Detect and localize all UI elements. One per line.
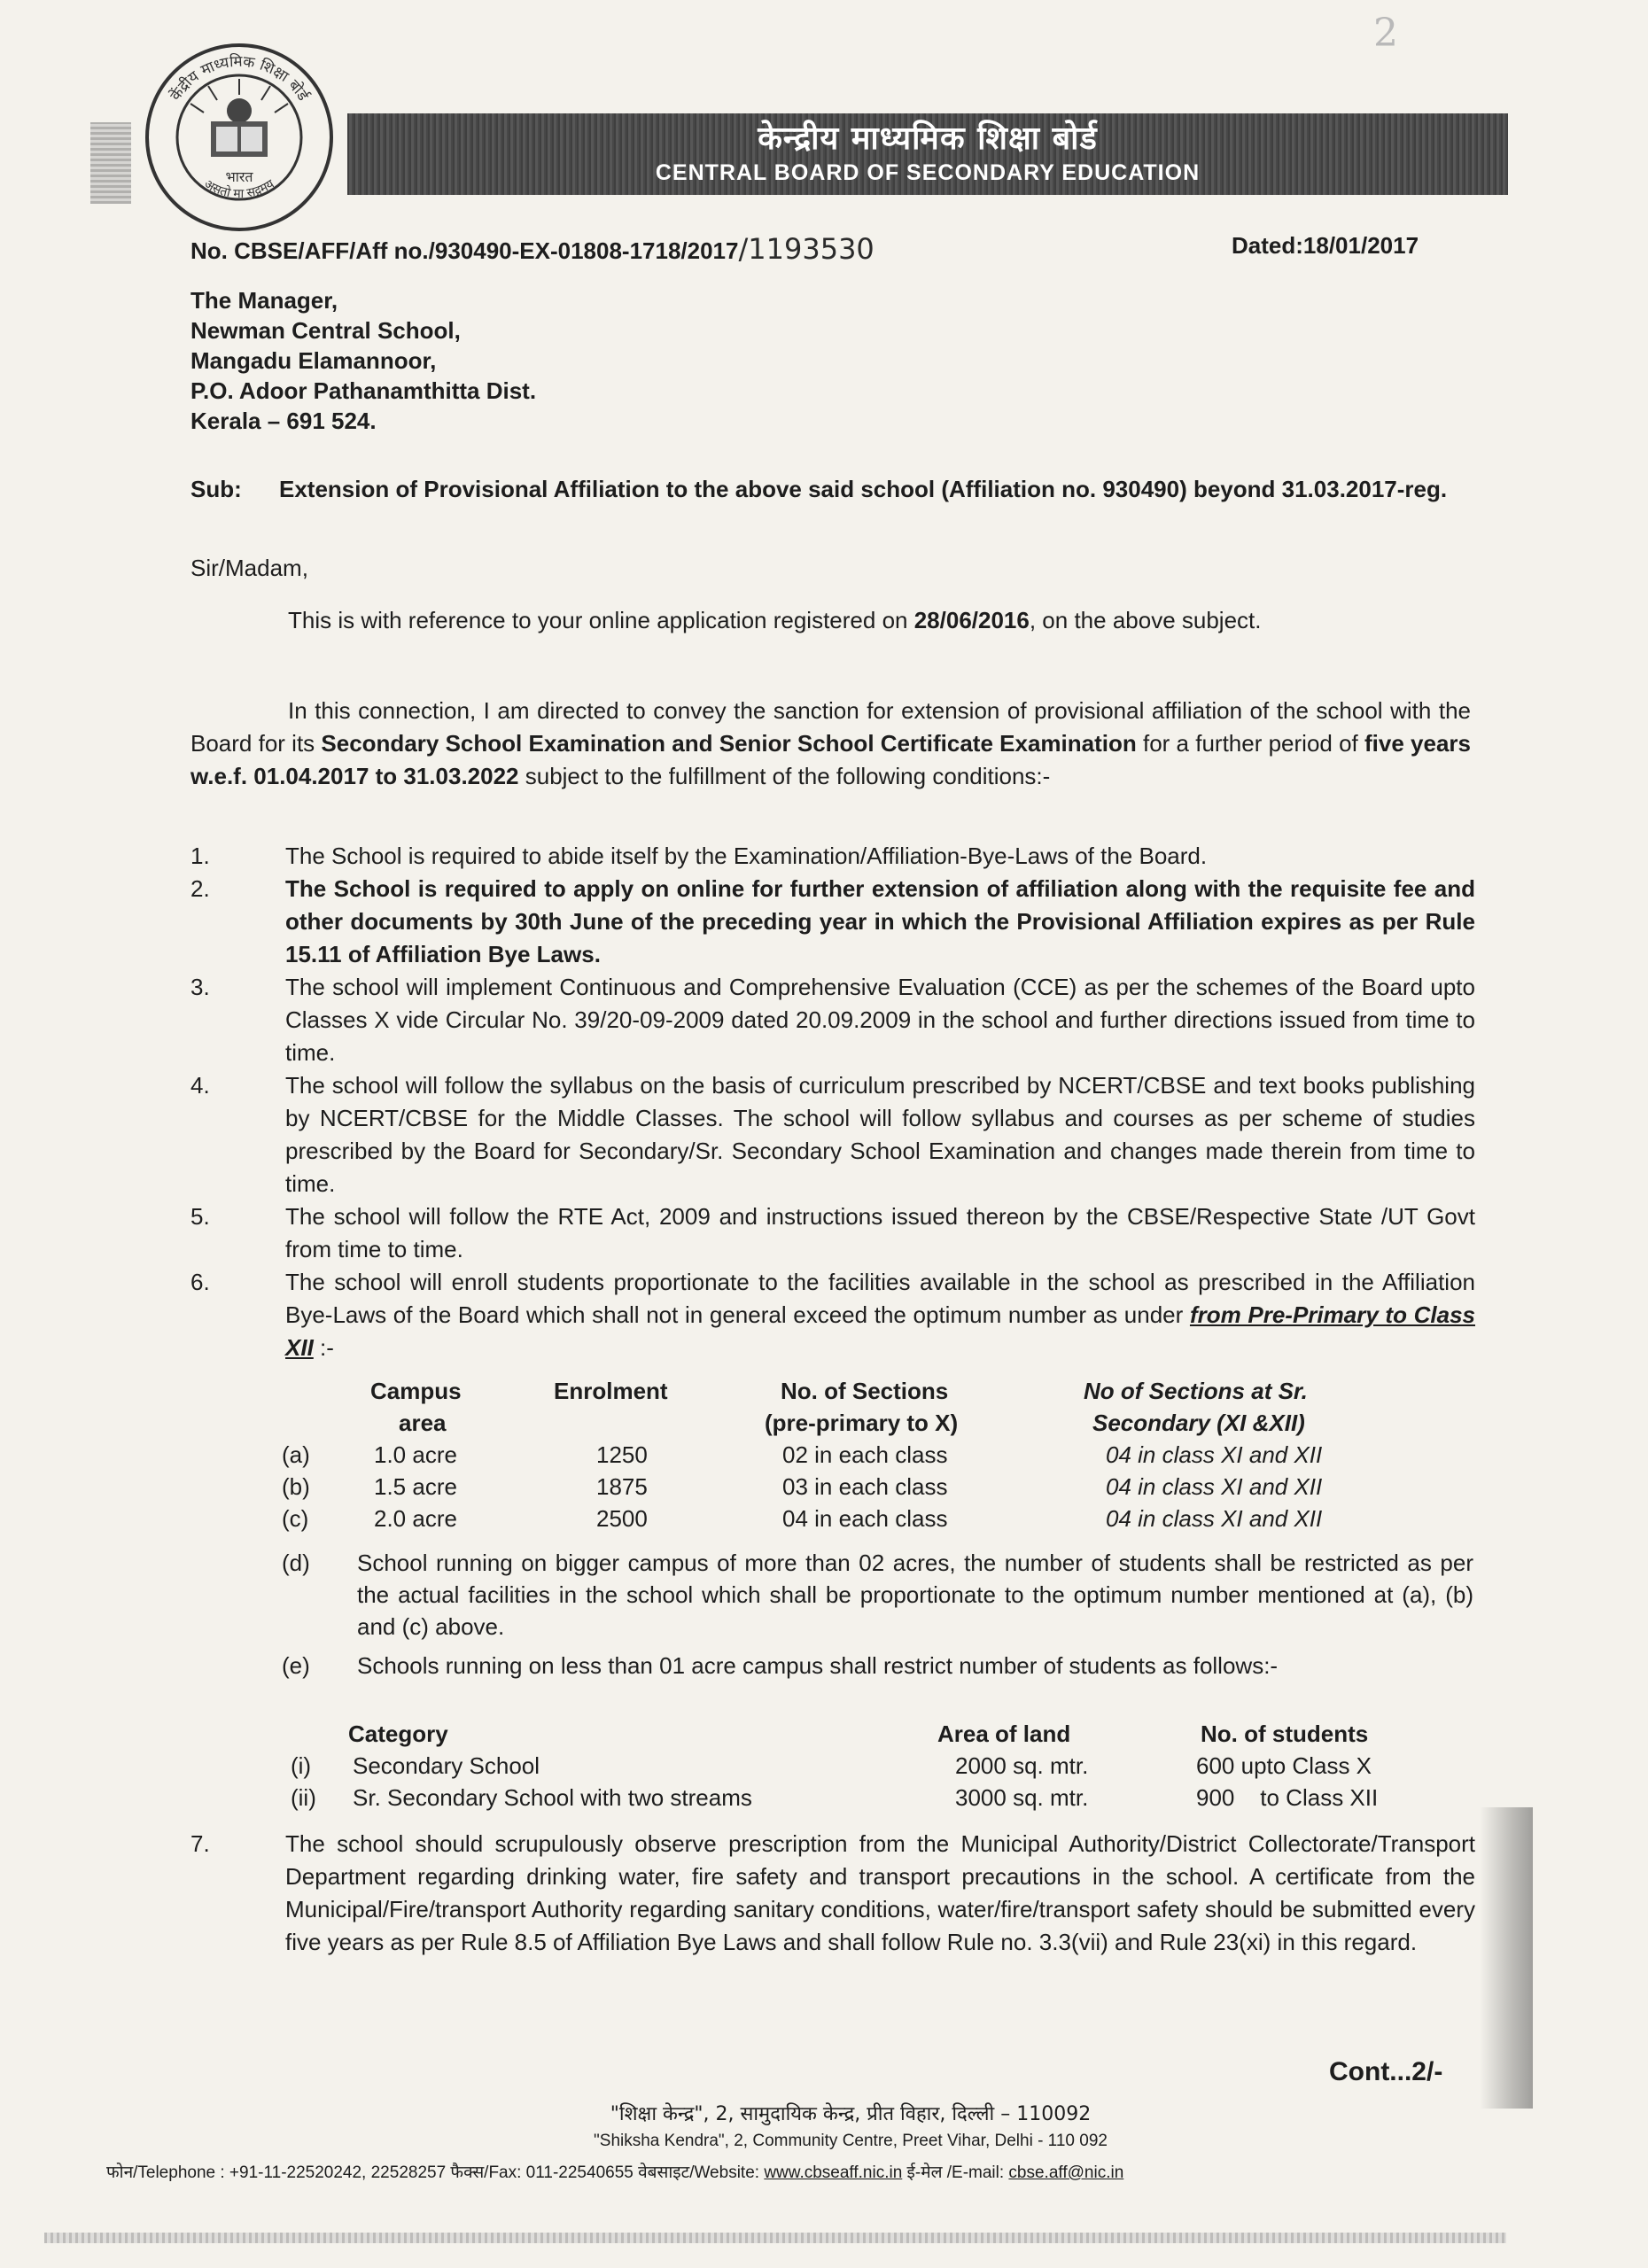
row-area: 3000 sq. mtr. (955, 1784, 1089, 1811)
condition-text: The school will follow the RTE Act, 2009 and instructions issued thereon by the CBSE/Respective State /UT Govt from time to time. (285, 1203, 1475, 1262)
header-sr-sections: No of Sections at Sr. (1084, 1378, 1308, 1404)
address-line: Mangadu Elamannoor, (190, 347, 437, 374)
recipient-address (190, 285, 536, 436)
row-category: Secondary School (353, 1752, 540, 1779)
paragraph-sanction (190, 695, 1471, 793)
scan-shadow (1480, 1807, 1533, 2109)
note-label: (d) (282, 1550, 310, 1576)
row-sections: 03 in each class (782, 1473, 948, 1500)
table-row (291, 1750, 1487, 1782)
dated-label: Dated: (1232, 232, 1303, 259)
condition6-text: The school will enroll students proportionate to the facilities available in the school as prescribed in the Affiliation Bye-Laws of the Board which shall not in general exceed the optimum number as under (285, 1269, 1475, 1328)
date-line (1232, 232, 1419, 260)
campus-table (282, 1375, 1478, 1534)
condition-number: 3. (190, 974, 210, 1000)
footer-hindi-address: "शिक्षा केन्द्र", 2, सामुदायिक केन्द्र, प्रीत विहार, दिल्ली – 110092 (610, 2103, 1092, 2125)
para1-tail: , on the above subject. (1029, 607, 1262, 633)
header-no-of-students: No. of students (1201, 1720, 1369, 1747)
condition-text: The School is required to abide itself by the Examination/Affiliation-Bye-Laws of the Board. (285, 843, 1208, 869)
condition-text: The school will implement Continuous and Comprehensive Evaluation (CCE) as per the schemes of the Board upto Classes X vide Circular No. 39/20-09-2009 dated 20.09.2009 in the school and further directions issued from time to time. (285, 974, 1475, 1066)
note-text: School running on bigger campus of more than 02 acres, the number of students shall be restricted as per the actual facilities in the school which shall be proportionate to the optimum number mentioned at (a), (b) and (c) above. (357, 1550, 1473, 1640)
table-header-row (291, 1718, 1487, 1750)
condition-item (190, 971, 1475, 1069)
row-students: 900 to Class XII (1196, 1784, 1379, 1811)
condition-item (190, 1200, 1475, 1266)
note-text: Schools running on less than 01 acre campus shall restrict number of students as follows:- (357, 1652, 1279, 1679)
emblem-motto: असतो मा सद्गमय (201, 176, 277, 202)
page-number-mark: 2 (1373, 11, 1398, 56)
scan-bottom-strip (44, 2233, 1506, 2243)
cbse-emblem-icon (142, 40, 337, 235)
address-line: Newman Central School, (190, 317, 461, 344)
emblem-top-text: केंद्रीय माध्यमिक शिक्षा बोर्ड (167, 52, 312, 105)
header-hindi-title: केन्द्रीय माध्यमिक शिक्षा बोर्ड (758, 120, 1098, 157)
condition-text (285, 1266, 1475, 1364)
condition-number: 4. (190, 1072, 210, 1099)
para1-date: 28/06/2016 (913, 607, 1030, 633)
table-header-row (282, 1375, 1478, 1407)
table-row (291, 1782, 1487, 1814)
condition-number: 1. (190, 843, 210, 869)
condition-text: The School is required to apply on online for further extension of affiliation along with the requisite fee and other documents by 30th June of the preceding year in which the Provisional Affiliation expires as per Rule 15.11 of Affiliation Bye Laws. (285, 875, 1475, 967)
condition6-range: from Pre-Primary to Class XII (285, 1301, 1475, 1361)
row-sections: 02 in each class (782, 1441, 948, 1468)
subject-line (190, 473, 1475, 505)
emblem-country: भारत (225, 168, 253, 185)
campus-note-e (282, 1650, 1473, 1682)
table-header-row (282, 1407, 1478, 1439)
row-label: (i) (291, 1752, 312, 1779)
scan-artifact (90, 122, 131, 204)
row-sr: 04 in class XI and XII (1106, 1441, 1323, 1468)
row-label: (c) (282, 1505, 309, 1532)
row-label: (b) (282, 1473, 310, 1500)
row-area: 2000 sq. mtr. (955, 1752, 1089, 1779)
condition-item (190, 840, 1475, 873)
para2-exams: Secondary School Examination and Senior School Certificate Examination (321, 730, 1137, 757)
header-area: area (399, 1410, 447, 1436)
row-sr: 04 in class XI and XII (1106, 1505, 1323, 1532)
salutation: Sir/Madam, (190, 555, 308, 581)
address-line: The Manager, (190, 287, 338, 314)
row-area: 2.0 acre (374, 1505, 457, 1532)
conditions-list (190, 840, 1475, 1364)
dated-value: 18/01/2017 (1302, 232, 1419, 259)
condition-number: 7. (190, 1830, 210, 1857)
category-table (291, 1718, 1487, 1814)
subject-label: Sub: (190, 476, 242, 502)
footer-email-label: ई-मेल /E-mail: (902, 2163, 1009, 2182)
address-line: P.O. Adoor Pathanamthitta Dist. (190, 377, 537, 404)
condition6-tail: :- (313, 1334, 334, 1361)
row-category: Sr. Secondary School with two streams (353, 1784, 752, 1811)
row-sr: 04 in class XI and XII (1106, 1473, 1323, 1500)
condition-number: 2. (190, 875, 210, 902)
condition-7 (190, 1828, 1475, 1959)
header-english-title: CENTRAL BOARD OF SECONDARY EDUCATION (655, 160, 1201, 185)
header-pre-primary: (pre-primary to X) (765, 1410, 959, 1436)
condition-number: 5. (190, 1203, 210, 1230)
row-enrolment: 1250 (596, 1441, 648, 1468)
row-enrolment: 1875 (596, 1473, 648, 1500)
address-line: Kerala – 691 524. (190, 408, 377, 434)
condition-item (190, 873, 1475, 971)
header-category: Category (348, 1720, 448, 1747)
condition-item (190, 1069, 1475, 1200)
para2-text2: for a further period of (1136, 730, 1365, 757)
row-area: 1.5 acre (374, 1473, 457, 1500)
footer-phone-fax: फोन/Telephone : +91-11-22520242, 22528257 फैक्स/Fax: 011-22540655 वेबसाइट/Website: (106, 2163, 765, 2182)
reference-text: No. CBSE/AFF/Aff no./930490-EX-01808-1718/2017 (190, 237, 739, 264)
letterhead-footer (0, 2100, 1648, 2183)
letterhead-band (347, 113, 1508, 195)
para1-text: This is with reference to your online application registered on (288, 607, 914, 633)
header-enrolment: Enrolment (554, 1378, 668, 1404)
reference-handwritten: /1193530 (738, 232, 875, 266)
row-area: 1.0 acre (374, 1441, 457, 1468)
condition-number: 6. (190, 1269, 210, 1295)
reference-number (190, 232, 875, 266)
condition-text: The school should scrupulously observe prescription from the Municipal Authority/District Collectorate/Transport Department regarding drinking water, fire safety and transport precautions in the school. A certificate from the Municipal/Fire/transport Authority regarding sanitary conditions, water/fire/transport safety should be submitted every five years as per Rule 8.5 of Affiliation Bye Laws and shall follow Rule no. 3.3(vii) and Rule 23(xi) in this regard. (285, 1830, 1475, 1955)
footer-website-link[interactable]: www.cbseaff.nic.in (764, 2163, 903, 2182)
header-campus: Campus (370, 1378, 462, 1404)
para2-period: five years w.e.f. 01.04.2017 to 31.03.2022 (190, 730, 1472, 789)
para2-tail: subject to the fulfillment of the following conditions:- (518, 763, 1051, 789)
row-enrolment: 2500 (596, 1505, 648, 1532)
row-label: (ii) (291, 1784, 316, 1811)
header-sections: No. of Sections (781, 1378, 949, 1404)
table-row (282, 1503, 1478, 1534)
table-row (282, 1439, 1478, 1471)
row-label: (a) (282, 1441, 310, 1468)
condition-item (190, 1828, 1475, 1959)
paragraph-reference (190, 604, 1471, 637)
subject-text: Extension of Provisional Affiliation to the above said school (Affiliation no. 930490) beyond 31.03.2017-reg. (279, 476, 1448, 502)
table-row (282, 1471, 1478, 1503)
note-label: (e) (282, 1652, 310, 1679)
row-sections: 04 in each class (782, 1505, 948, 1532)
header-sr-secondary: Secondary (XI &XII) (1092, 1410, 1305, 1436)
header-area-of-land: Area of land (937, 1720, 1071, 1747)
footer-contact (106, 2160, 1648, 2183)
footer-email-link[interactable]: cbse.aff@nic.in (1008, 2163, 1124, 2182)
condition-item (190, 1266, 1475, 1364)
row-students: 600 upto Class X (1196, 1752, 1372, 1779)
campus-note-d (282, 1547, 1473, 1643)
para2-text: In this connection, I am directed to convey the sanction for extension of provisional affiliation of the school with the Board for its (190, 697, 1471, 757)
condition-text: The school will follow the syllabus on the basis of curriculum prescribed by NCERT/CBSE and text books publishing by NCERT/CBSE for the Middle Classes. The school will follow syllabus and courses as per scheme of studies prescribed by the Board for Secondary/Sr. Secondary School Examination and changes made therein from time to time. (285, 1072, 1475, 1197)
continuation-mark: Cont...2/- (1329, 2057, 1443, 2086)
footer-english-address: "Shiksha Kendra", 2, Community Centre, Preet Vihar, Delhi - 110 092 (594, 2132, 1108, 2150)
